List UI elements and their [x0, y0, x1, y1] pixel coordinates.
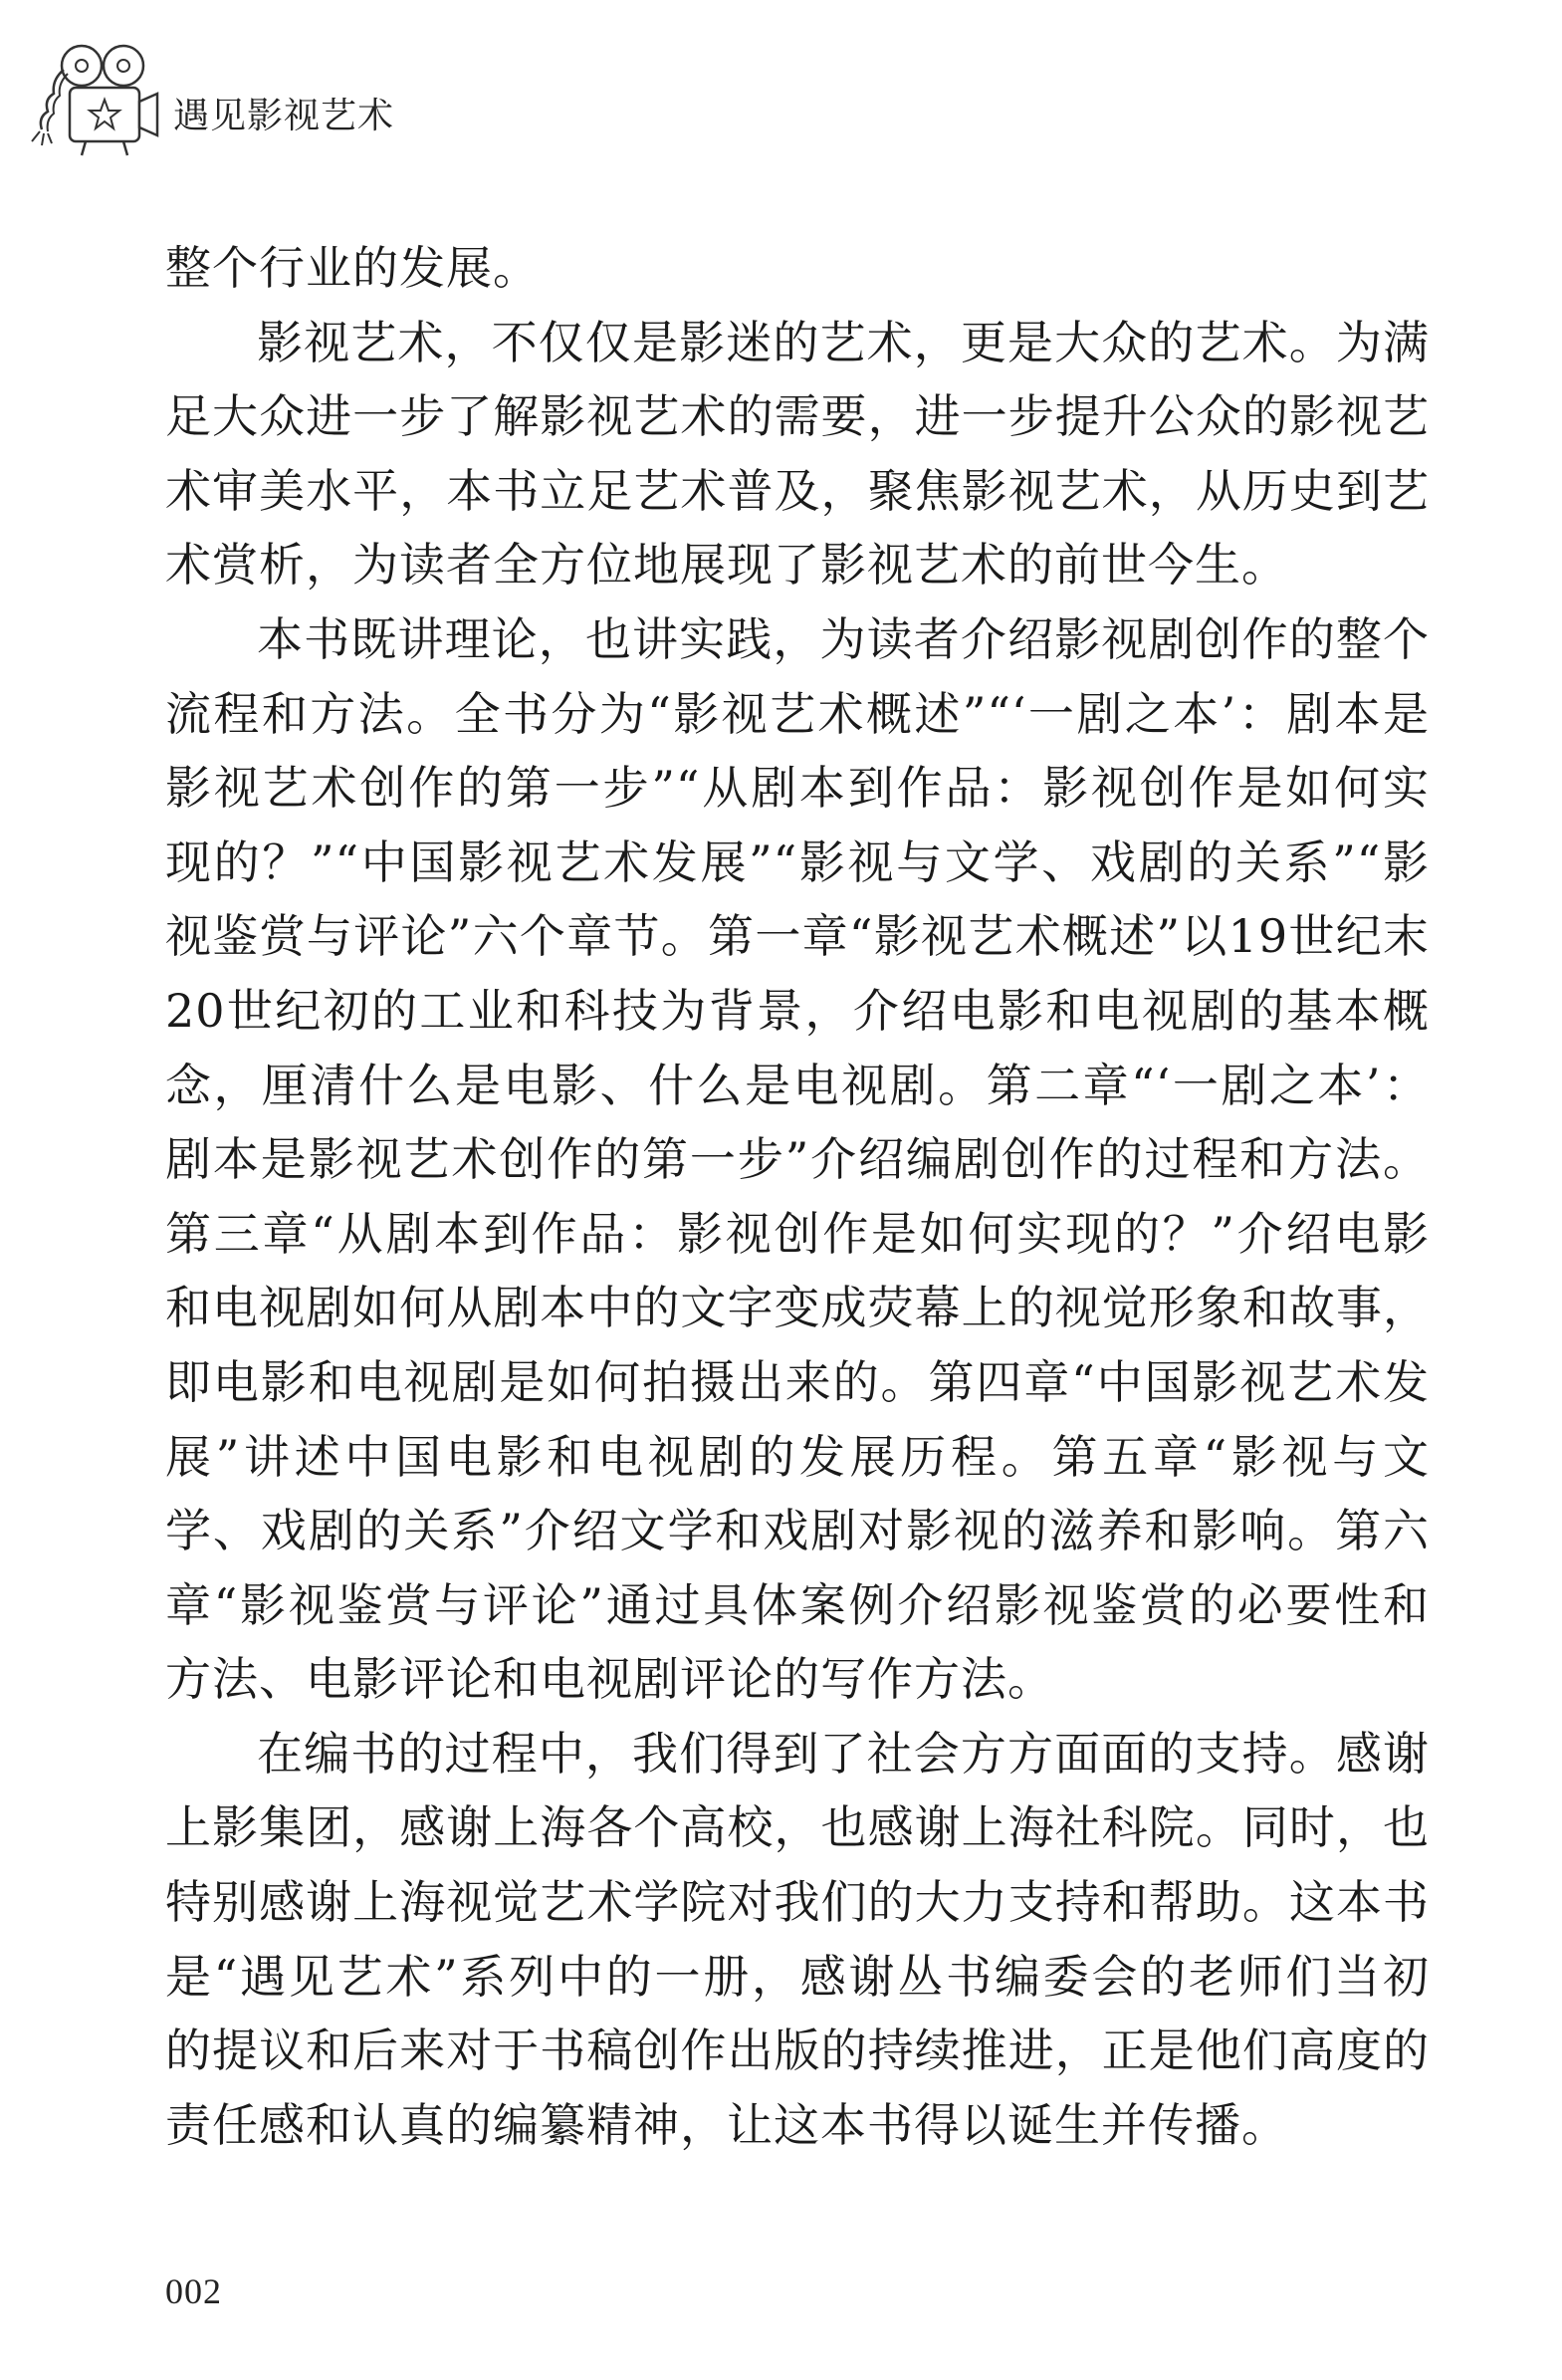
page-number: 002	[165, 2271, 222, 2311]
paragraph: 影视艺术，不仅仅是影迷的艺术，更是大众的艺术。为满足大众进一步了解影视艺术的需要，进一步提升公众的影视艺术审美水平，本书立足艺术普及，聚焦影视艺术，从历史到艺术赏析，为读者全方位地展现了影视艺术的前世今生。	[165, 315, 1430, 593]
paragraph: 本书既讲理论，也讲实践，为读者介绍影视剧创作的整个流程和方法。全书分为“影视艺术概述”“‘一剧之本’：剧本是影视艺术创作的第一步”“从剧本到作品：影视创作是如何实现的？”“中国影视艺术发展”“影视与文学、戏剧的关系”“影视鉴赏与评论”六个章节。第一章“影视艺术概述”以19世纪末20世纪初的工业和科技为背景，介绍电影和电视剧的基本概念，厘清什么是电影、什么是电视剧。第二章“‘一剧之本’：剧本是影视艺术创作的第一步”介绍编剧创作的过程和方法。第三章“从剧本到作品：影视创作是如何实现的？”介绍电影和电视剧如何从剧本中的文字变成荧幕上的视觉形象和故事，即电影和电视剧是如何拍摄出来的。第四章“中国影视艺术发展”讲述中国电影和电视剧的发展历程。第五章“影视与文学、戏剧的关系”介绍文学和戏剧对影视的滋养和影响。第六章“影视鉴赏与评论”通过具体案例介绍影视鉴赏的必要性和方法、电影评论和电视剧评论的写作方法。	[165, 611, 1430, 1707]
paragraph: 整个行业的发展。	[165, 241, 540, 295]
page-header	[24, 40, 621, 159]
body-text	[165, 231, 1430, 2162]
film-camera-mascot-icon	[24, 40, 173, 159]
paragraph: 在编书的过程中，我们得到了社会方方面面的支持。感谢上影集团，感谢上海各个高校，也感谢上海社科院。同时，也特别感谢上海视觉艺术学院对我们的大力支持和帮助。这本书是“遇见艺术”系列中的一册，感谢丛书编委会的老师们当初的提议和后来对于书稿创作出版的持续推进，正是他们高度的责任感和认真的编纂精神，让这本书得以诞生并传播。	[165, 1726, 1430, 2152]
running-title: 遇见影视艺术	[173, 96, 395, 136]
